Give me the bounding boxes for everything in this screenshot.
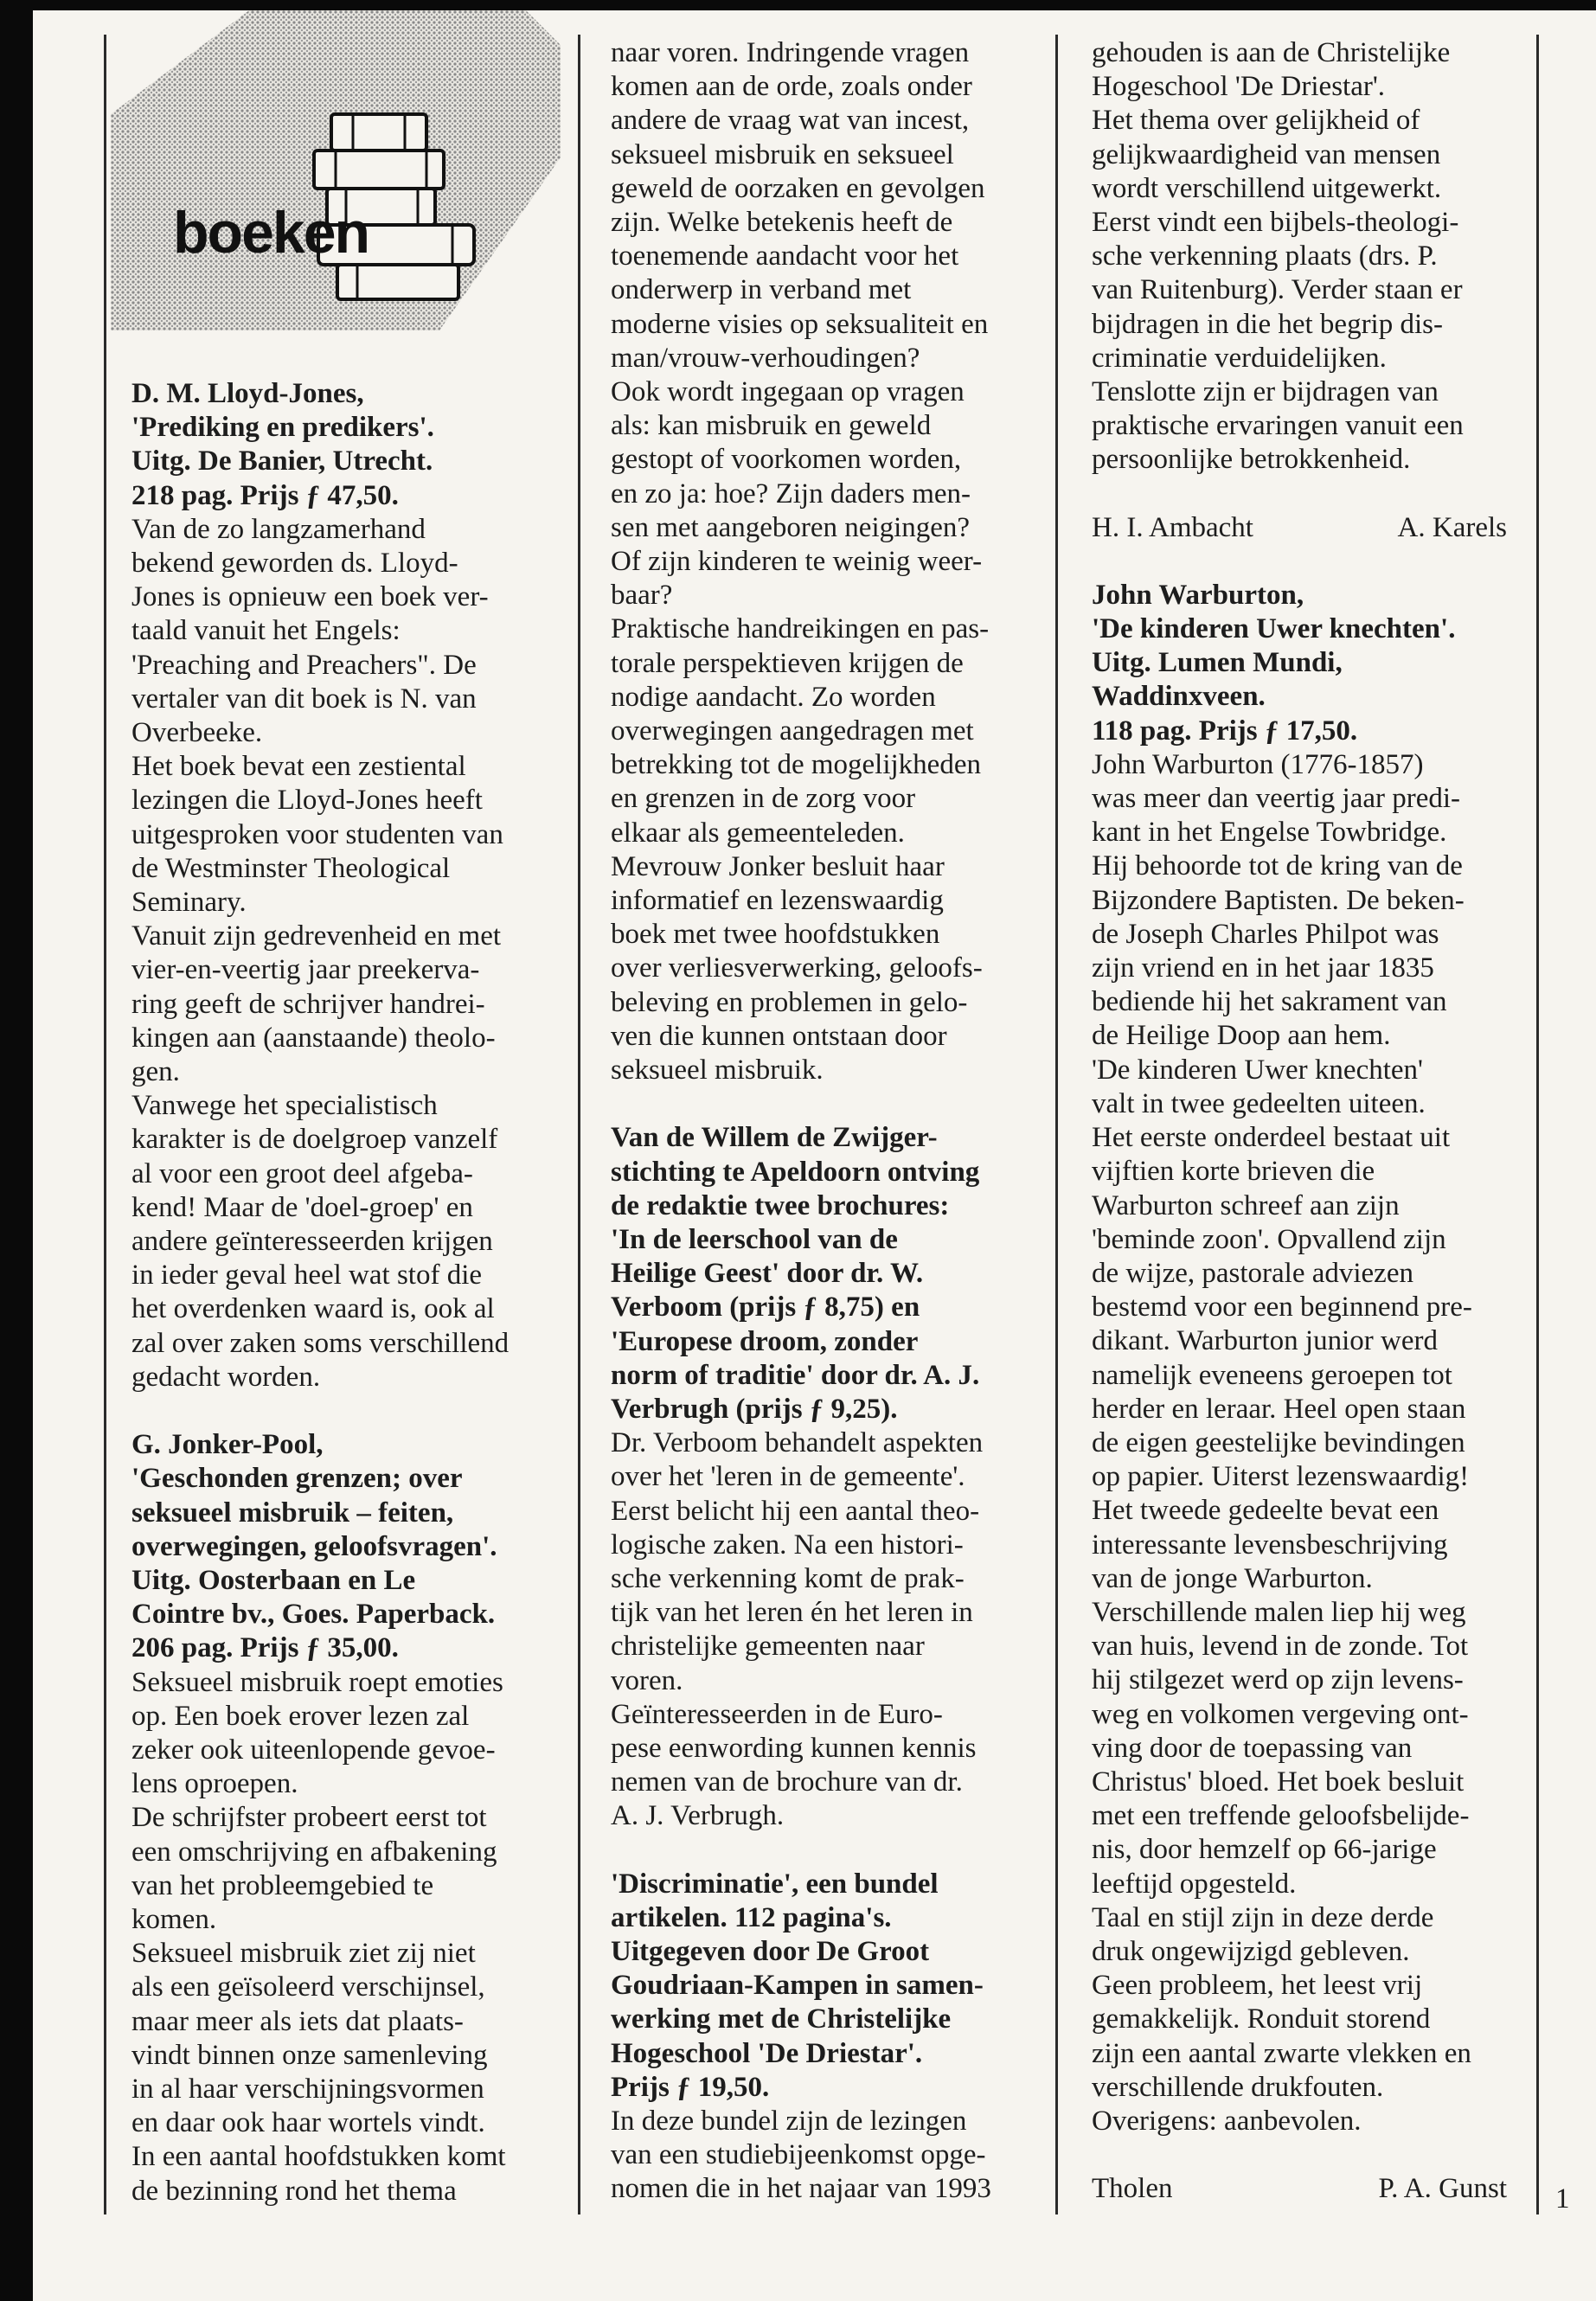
book-heading-line: 206 pag. Prijs ƒ 35,00.: [131, 1632, 399, 1664]
review-text-line: Vanuit zijn gedrevenheid en met: [131, 920, 502, 952]
review-text-line: lezingen die Lloyd-Jones heeft: [131, 785, 483, 817]
review-text-line: Overbeeke.: [131, 717, 263, 749]
paragraph-gap: [611, 1834, 1043, 1868]
book-heading-line: Uitg. Lumen Mundi,: [1092, 647, 1343, 679]
book-heading-line: stichting te Apeldoorn ontving: [611, 1156, 980, 1188]
review-text-line: geweld de oorzaken en gevolgen: [611, 172, 985, 204]
review-text-line: ven die kunnen ontstaan door: [611, 1020, 947, 1052]
paragraph-gap: [1092, 2138, 1507, 2172]
review-text-line: seksueel misbruik en seksueel: [611, 138, 954, 170]
review-text-line: gedacht worden.: [131, 1361, 321, 1393]
review-text-line: sen met aangeboren neigingen?: [611, 511, 971, 543]
review-text-line: In deze bundel zijn de lezingen: [611, 2105, 967, 2137]
review-text-line: Eerst belicht hij een aantal theo-: [611, 1495, 980, 1527]
review-text-line: moderne visies op seksualiteit en: [611, 308, 989, 340]
review-text-line: In een aantal hoofdstukken komt: [131, 2141, 506, 2173]
review-text-line: met een treffende geloofsbelijde-: [1092, 1800, 1470, 1832]
book-heading-line: John Warburton,: [1092, 579, 1304, 611]
review-text-line: Ook wordt ingegaan op vragen: [611, 376, 965, 408]
book-heading-line: D. M. Lloyd-Jones,: [131, 378, 364, 409]
review-text-line: boek met twee hoofdstukken: [611, 919, 940, 951]
review-text-line: voren.: [611, 1664, 683, 1696]
book-heading-line: Van de Willem de Zwijger-: [611, 1122, 938, 1154]
scan-left-edge: [0, 0, 33, 2301]
review-text-line: als: kan misbruik en geweld: [611, 410, 932, 442]
book-heading-line: Waddinxveen.: [1092, 681, 1266, 713]
review-text-line: 'De kinderen Uwer knechten': [1092, 1054, 1423, 1086]
book-heading-line: artikelen. 112 pagina's.: [611, 1901, 892, 1933]
book-heading-line: Cointre bv., Goes. Paperback.: [131, 1599, 496, 1631]
review-text-line: vindt binnen onze samenleving: [131, 2039, 488, 2071]
book-heading-line: seksueel misbruik – feiten,: [131, 1497, 454, 1529]
book-heading-line: overwegingen, geloofsvragen'.: [131, 1530, 497, 1562]
review-text-line: herder en leraar. Heel open staan: [1092, 1393, 1466, 1425]
review-text-line: maar meer als iets dat plaats-: [131, 2005, 464, 2037]
review-text-line: Mevrouw Jonker besluit haar: [611, 850, 945, 882]
review-text-line: in ieder geval heel wat stof die: [131, 1259, 483, 1292]
review-text-line: Overigens: aanbevolen.: [1092, 2105, 1362, 2137]
review-text-line: en grenzen in de zorg voor: [611, 783, 916, 815]
review-text-line: bestemd voor een beginnend pre-: [1092, 1292, 1472, 1324]
review-text-line: taald vanuit het Engels:: [131, 615, 401, 647]
review-text-line: andere geïnteresseerden krijgen: [131, 1226, 493, 1258]
review-text-line: gehouden is aan de Christelijke: [1092, 37, 1451, 68]
paragraph-gap: [1092, 478, 1507, 511]
review-text-line: op. Een boek erover lezen zal: [131, 1700, 470, 1732]
review-text-line: de eigen geestelijke bevindingen: [1092, 1426, 1465, 1458]
review-text-line: pese eenwording kunnen kennis: [611, 1732, 977, 1764]
column-rule-left: [104, 35, 106, 2214]
review-text-line: was meer dan veertig jaar predi-: [1092, 783, 1461, 815]
section-header-graphic: [111, 10, 561, 330]
review-text-line: Geïnteresseerden in de Euro-: [611, 1698, 943, 1730]
review-text-line: Dr. Verboom behandelt aspekten: [611, 1427, 984, 1459]
section-title: boeken: [173, 200, 369, 266]
review-text-line: verschillende drukfouten.: [1092, 2071, 1384, 2103]
review-text-line: leeftijd opgesteld.: [1092, 1868, 1297, 1900]
review-text-line: kingen aan (aanstaande) theolo-: [131, 1022, 496, 1054]
review-text-line: gelijkwaardigheid van mensen: [1092, 138, 1441, 170]
article-column-3: [1092, 36, 1507, 2206]
review-text-line: kant in het Engelse Towbridge.: [1092, 817, 1447, 849]
review-text-line: vier-en-veertig jaar preekerva-: [131, 954, 480, 986]
review-text-line: van de jonge Warburton.: [1092, 1562, 1373, 1594]
review-text-line: torale perspektieven krijgen de: [611, 647, 964, 679]
review-text-line: en daar ook haar wortels vindt.: [131, 2107, 485, 2139]
review-text-line: persoonlijke betrokkenheid.: [1092, 444, 1411, 476]
review-text-line: dikant. Warburton junior werd: [1092, 1325, 1438, 1357]
review-text-line: kend! Maar de 'doel-groep' en: [131, 1191, 473, 1223]
review-text-line: op papier. Uiterst lezenswaardig!: [1092, 1461, 1470, 1493]
book-heading-line: 'In de leerschool van de: [611, 1223, 898, 1255]
review-text-line: Geen probleem, het leest vrij: [1092, 1970, 1423, 2002]
review-text-line: in al haar verschijningsvormen: [131, 2073, 484, 2105]
column-rule-right: [1536, 35, 1539, 2214]
book-heading-line: Uitg. Oosterbaan en Le: [131, 1564, 416, 1596]
review-text-line: van het probleemgebied te: [131, 1869, 434, 1901]
review-text-line: zijn een aantal zwarte vlekken en: [1092, 2037, 1471, 2069]
review-text-line: een omschrijving en afbakening: [131, 1836, 497, 1868]
review-text-line: vijftien korte brieven die: [1092, 1156, 1375, 1188]
review-text-line: hij stilgezet werd op zijn levens-: [1092, 1664, 1464, 1696]
review-text-line: nis, door hemzelf op 66-jarige: [1092, 1834, 1437, 1866]
review-text-line: weg en volkomen vergeving ont-: [1092, 1698, 1469, 1730]
book-heading-line: Verbrugh (prijs ƒ 9,25).: [611, 1393, 898, 1425]
review-text-line: Christus' bloed. Het boek besluit: [1092, 1766, 1465, 1798]
review-text-line: gestopt of voorkomen worden,: [611, 444, 962, 476]
review-text-line: Seksueel misbruik ziet zij niet: [131, 1938, 476, 1970]
review-text-line: wordt verschillend uitgewerkt.: [1092, 172, 1442, 204]
review-text-line: Tenslotte zijn er bijdragen van: [1092, 376, 1439, 408]
review-text-line: criminatie verduidelijken.: [1092, 342, 1387, 374]
review-text-line: man/vrouw-verhoudingen?: [611, 342, 920, 374]
review-text-line: druk ongewijzigd gebleven.: [1092, 1935, 1410, 1967]
book-heading-line: G. Jonker-Pool,: [131, 1429, 324, 1461]
review-text-line: Hij behoorde tot de kring van de: [1092, 850, 1463, 882]
review-text-line: de bezinning rond het thema: [131, 2175, 457, 2207]
book-heading-line: Heilige Geest' door dr. W.: [611, 1258, 924, 1290]
review-text-line: over verliesverwerking, geloofs-: [611, 952, 983, 984]
column-rule-1: [578, 35, 580, 2214]
review-text-line: Van de zo langzamerhand: [131, 513, 426, 545]
review-text-line: 'Preaching and Preachers". De: [131, 649, 477, 681]
review-text-line: Bijzondere Baptisten. De beken-: [1092, 884, 1465, 916]
review-text-line: Jones is opnieuw een boek ver-: [131, 581, 489, 613]
review-text-line: toenemende aandacht voor het: [611, 240, 959, 272]
article-column-1: [131, 377, 564, 2208]
paragraph-gap: [131, 1394, 564, 1428]
review-text-line: de Heilige Doop aan hem.: [1092, 1020, 1391, 1052]
review-text-line: gemakkelijk. Ronduit storend: [1092, 2003, 1431, 2035]
book-heading-line: Goudriaan-Kampen in samen-: [611, 1970, 984, 2002]
review-text-line: ving door de toepassing van: [1092, 1732, 1413, 1764]
paragraph-gap: [611, 1087, 1043, 1121]
book-heading-line: Prijs ƒ 19,50.: [611, 2071, 770, 2103]
review-text-line: namelijk eveneens geroepen tot: [1092, 1359, 1452, 1391]
review-text-line: betrekking tot de mogelijkheden: [611, 749, 981, 781]
scan-top-edge: [0, 0, 1596, 10]
signature-place: Tholen: [1092, 2173, 1173, 2205]
review-text-line: informatief en lezenswaardig: [611, 885, 944, 917]
review-text-line: vertaler van dit boek is N. van: [131, 683, 477, 715]
book-heading-line: 'De kinderen Uwer knechten'.: [1092, 613, 1456, 645]
review-text-line: over het 'leren in de gemeente'.: [611, 1461, 965, 1493]
review-text-line: bekend geworden ds. Lloyd-: [131, 548, 458, 580]
review-text-line: Of zijn kinderen te weinig weer-: [611, 546, 983, 578]
review-text-line: interessante levensbeschrijving: [1092, 1529, 1448, 1561]
review-text-line: A. J. Verbrugh.: [611, 1800, 785, 1832]
book-heading-line: Verboom (prijs ƒ 8,75) en: [611, 1292, 920, 1324]
book-heading-line: 118 pag. Prijs ƒ 17,50.: [1092, 715, 1358, 747]
review-text-line: de Joseph Charles Philpot was: [1092, 918, 1439, 950]
review-text-line: bijdragen in die het begrip dis-: [1092, 308, 1443, 340]
review-text-line: 'beminde zoon'. Opvallend zijn: [1092, 1223, 1446, 1255]
review-text-line: beleving en problemen in gelo-: [611, 986, 968, 1018]
review-text-line: valt in twee gedeelten uiteen.: [1092, 1087, 1426, 1119]
review-text-line: baar?: [611, 580, 673, 612]
review-text-line: christelijke gemeenten naar: [611, 1631, 925, 1663]
book-heading-line: norm of traditie' door dr. A. J.: [611, 1359, 980, 1391]
review-text-line: de Westminster Theological: [131, 852, 451, 884]
review-text-line: zijn vriend en in het jaar 1835: [1092, 952, 1434, 984]
review-text-line: onderwerp in verband met: [611, 274, 912, 306]
review-text-line: al voor een groot deel afgeba-: [131, 1157, 473, 1189]
review-text-line: zijn. Welke betekenis heeft de: [611, 207, 953, 239]
review-text-line: Eerst vindt een bijbels-theologi-: [1092, 207, 1459, 239]
book-heading-line: 'Geschonden grenzen; over: [131, 1463, 463, 1495]
review-text-line: seksueel misbruik.: [611, 1054, 824, 1086]
review-text-line: Warburton schreef aan zijn: [1092, 1189, 1400, 1221]
review-text-line: bediende hij het sakrament van: [1092, 986, 1447, 1018]
review-text-line: karakter is de doelgroep vanzelf: [131, 1124, 498, 1156]
article-column-2: [611, 36, 1043, 2207]
review-text-line: het overdenken waard is, ook al: [131, 1293, 495, 1325]
column-rule-2: [1055, 35, 1058, 2214]
signature-author: A. Karels: [1397, 511, 1507, 543]
review-text-line: De schrijfster probeert eerst tot: [131, 1802, 487, 1834]
review-text-line: Het tweede gedeelte bevat een: [1092, 1495, 1439, 1527]
book-heading-line: Uitgegeven door De Groot: [611, 1935, 930, 1967]
books-stack-icon: [111, 10, 561, 330]
book-heading-line: werking met de Christelijke: [611, 2003, 952, 2035]
paragraph-gap: [1092, 545, 1507, 579]
review-text-line: van Ruitenburg). Verder staan er: [1092, 274, 1463, 306]
review-text-line: Praktische handreikingen en pas-: [611, 613, 990, 645]
review-signature: [1092, 511, 1507, 545]
review-text-line: Taal en stijl zijn in deze derde: [1092, 1901, 1434, 1933]
review-text-line: Hogeschool 'De Driestar'.: [1092, 71, 1386, 103]
review-text-line: Verschillende malen liep hij weg: [1092, 1596, 1466, 1628]
review-text-line: Seksueel misbruik roept emoties: [131, 1666, 503, 1698]
review-text-line: de wijze, pastorale adviezen: [1092, 1257, 1413, 1289]
review-text-line: Seminary.: [131, 887, 247, 919]
review-text-line: andere de vraag wat van incest,: [611, 105, 970, 137]
review-text-line: uitgesproken voor studenten van: [131, 818, 503, 850]
page-number: 1: [1555, 2183, 1570, 2214]
signature-place: H. I. Ambacht: [1092, 511, 1253, 543]
review-text-line: nodige aandacht. Zo worden: [611, 681, 936, 713]
review-text-line: elkaar als gemeenteleden.: [611, 817, 905, 849]
review-text-line: logische zaken. Na een histori-: [611, 1529, 964, 1561]
review-text-line: sche verkenning komt de prak-: [611, 1562, 965, 1594]
review-text-line: praktische ervaringen vanuit een: [1092, 410, 1464, 442]
review-text-line: nemen van de brochure van dr.: [611, 1766, 963, 1798]
book-heading-line: 'Discriminatie', een bundel: [611, 1868, 939, 1900]
review-text-line: Het eerste onderdeel bestaat uit: [1092, 1122, 1451, 1154]
book-heading-line: 218 pag. Prijs ƒ 47,50.: [131, 479, 399, 511]
review-text-line: van huis, levend in de zonde. Tot: [1092, 1631, 1469, 1663]
review-text-line: Het boek bevat een zestiental: [131, 751, 466, 783]
book-heading-line: Hogeschool 'De Driestar'.: [611, 2037, 923, 2069]
book-heading-line: Uitg. De Banier, Utrecht.: [131, 445, 433, 478]
review-text-line: Vanwege het specialistisch: [131, 1090, 438, 1122]
review-text-line: ring geeft de schrijver handrei-: [131, 988, 485, 1020]
review-text-line: komen.: [131, 1903, 217, 1935]
book-heading-line: de redaktie twee brochures:: [611, 1189, 950, 1221]
review-text-line: komen aan de orde, zoals onder: [611, 71, 972, 103]
review-text-line: zal over zaken soms verschillend: [131, 1327, 510, 1359]
review-text-line: nomen die in het najaar van 1993: [611, 2173, 991, 2205]
review-text-line: gen.: [131, 1056, 180, 1088]
book-heading-line: 'Europese droom, zonder: [611, 1325, 919, 1357]
review-text-line: lens oproepen.: [131, 1768, 298, 1800]
review-text-line: overwegingen aangedragen met: [611, 715, 974, 747]
review-text-line: John Warburton (1776-1857): [1092, 748, 1424, 780]
review-text-line: tijk van het leren én het leren in: [611, 1597, 973, 1629]
review-text-line: naar voren. Indringende vragen: [611, 37, 970, 68]
signature-author: P. A. Gunst: [1378, 2173, 1507, 2205]
review-text-line: sche verkenning plaats (drs. P.: [1092, 240, 1438, 272]
review-text-line: als een geïsoleerd verschijnsel,: [131, 1971, 485, 2003]
book-heading-line: 'Prediking en predikers'.: [131, 412, 434, 444]
review-signature: [1092, 2172, 1507, 2206]
review-text-line: van een studiebijeenkomst opge-: [611, 2139, 986, 2171]
review-text-line: zeker ook uiteenlopende gevoe-: [131, 1734, 496, 1766]
review-text-line: Het thema over gelijkheid of: [1092, 105, 1420, 137]
review-text-line: en zo ja: hoe? Zijn daders men-: [611, 478, 971, 510]
